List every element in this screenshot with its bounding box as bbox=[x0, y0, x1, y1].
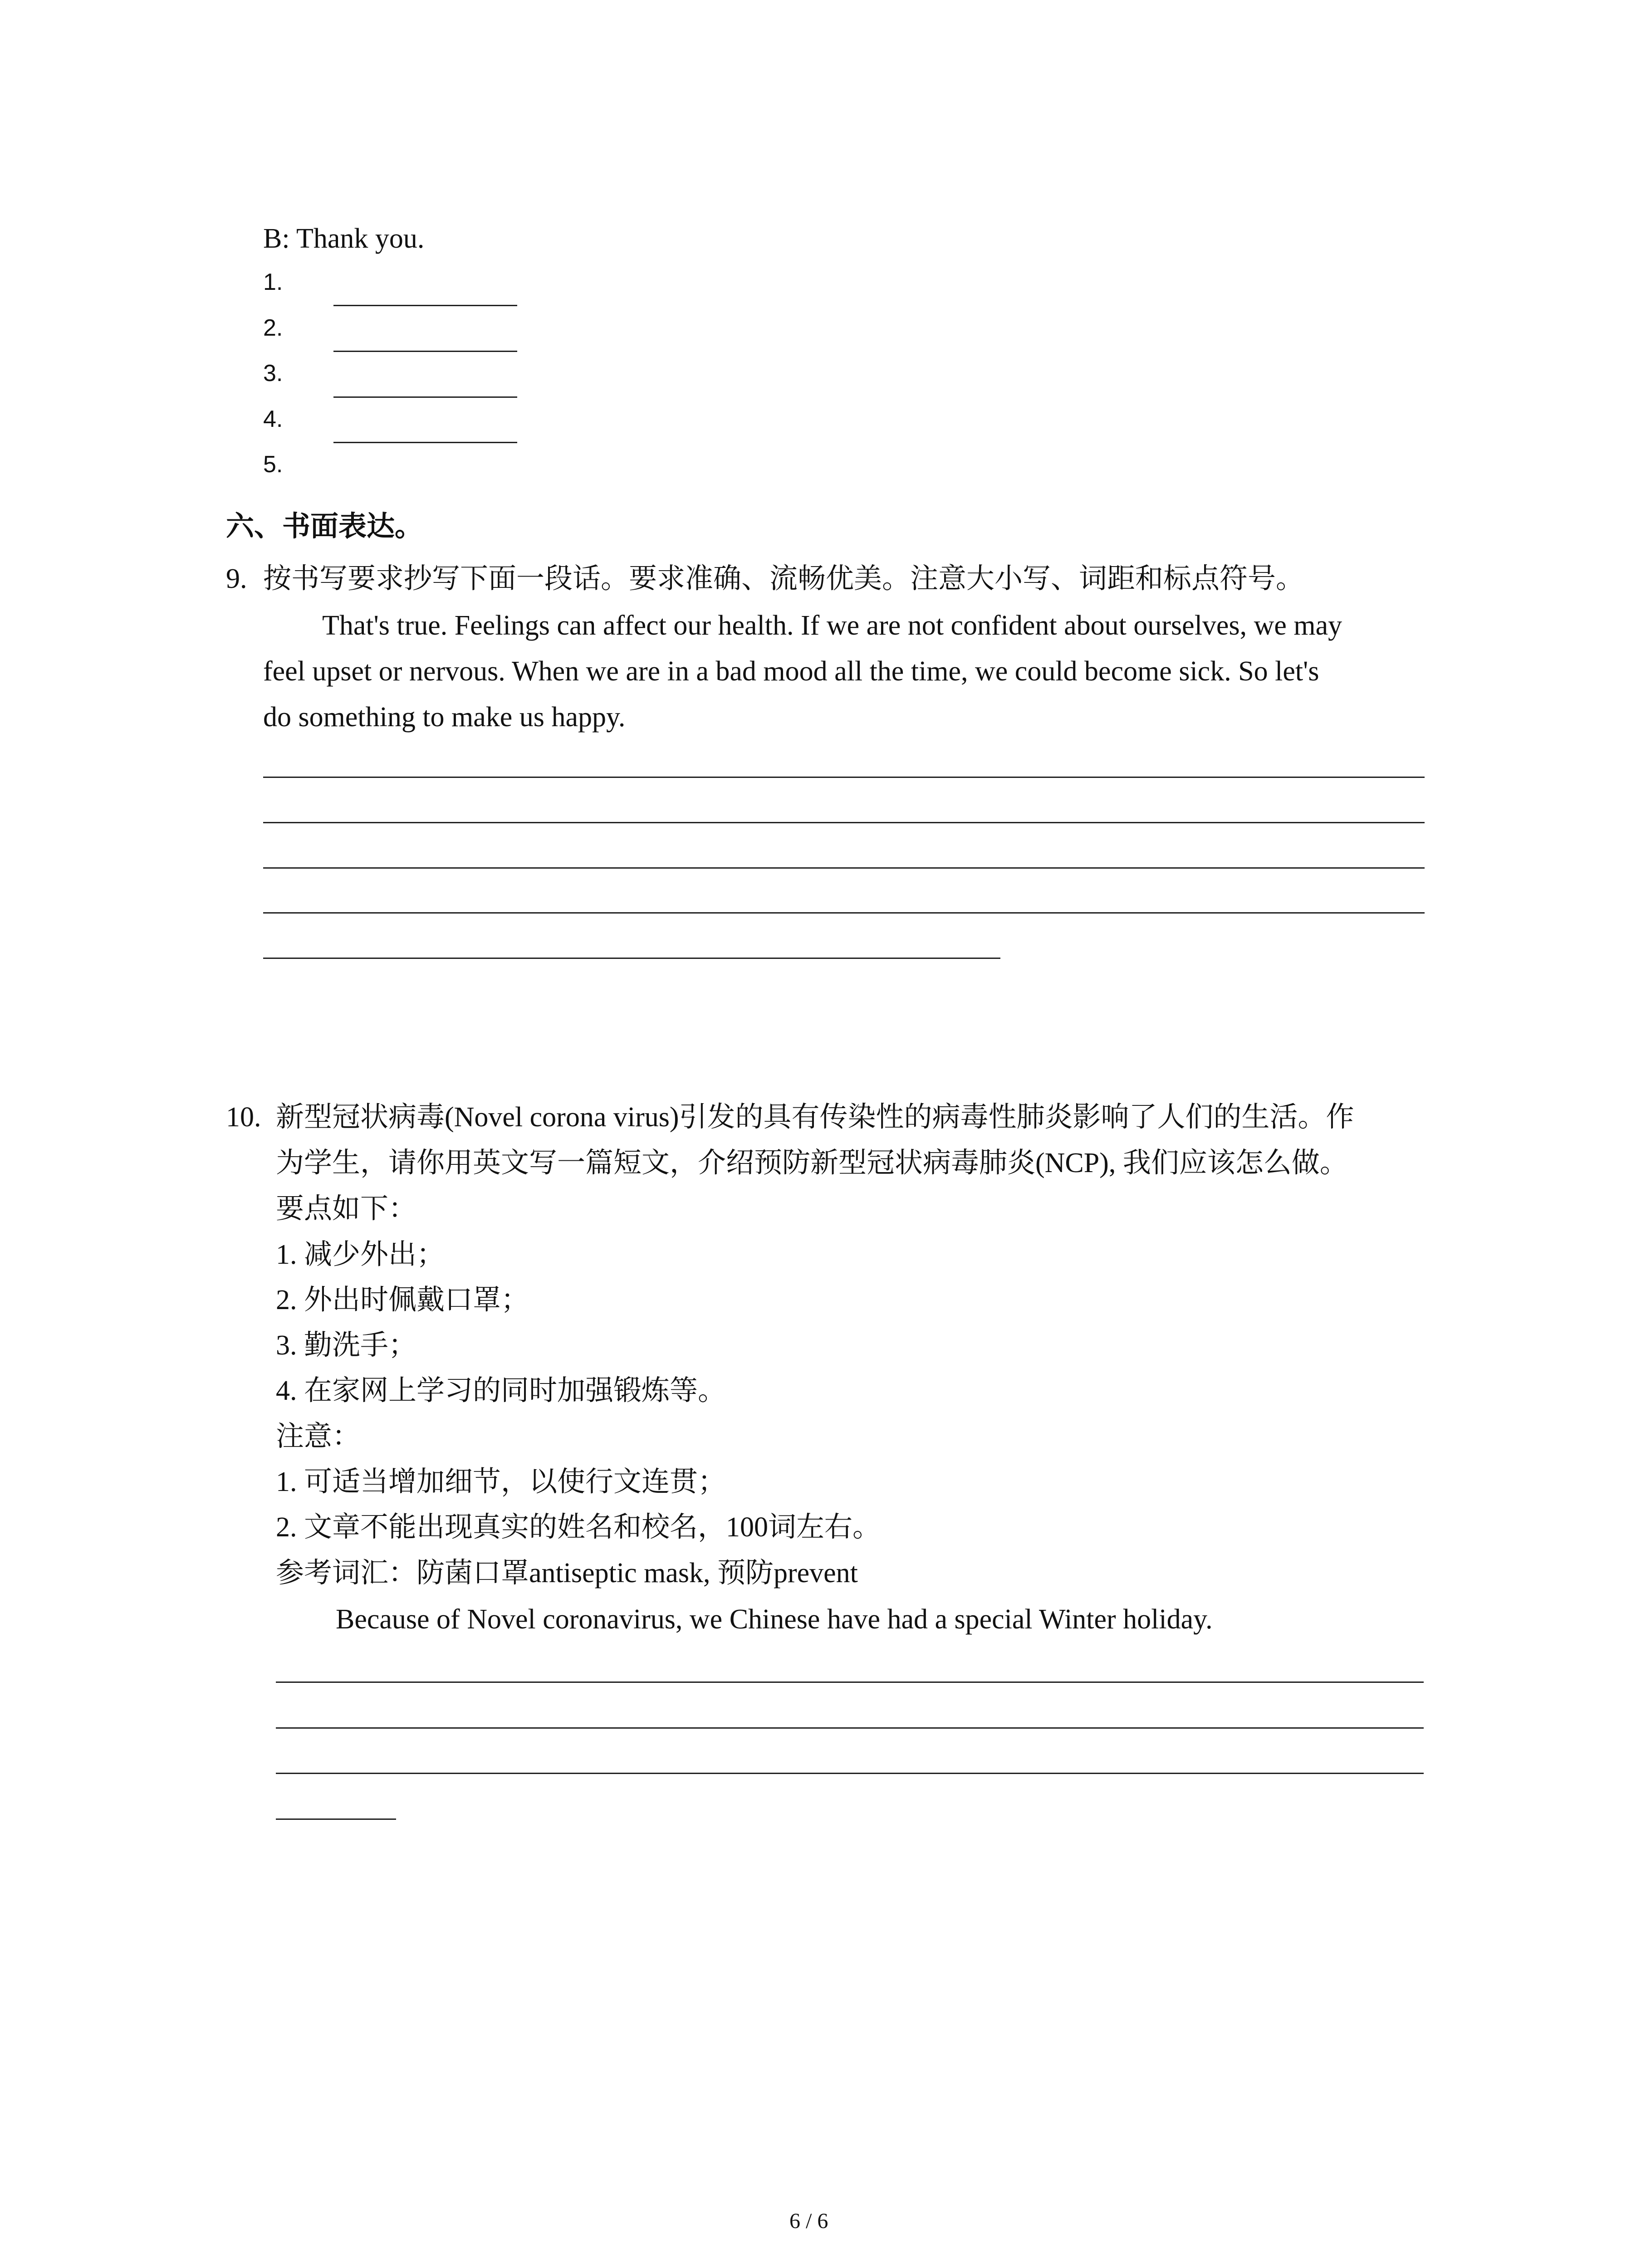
question-9-passage-line-3: do something to make us happy. bbox=[263, 702, 626, 733]
point-item-4: 4. 在家网上学习的同时加强锻炼等。 bbox=[276, 1375, 726, 1406]
writing-line-q9-1[interactable] bbox=[263, 777, 1425, 778]
point-item-2: 2. 外出时佩戴口罩； bbox=[276, 1285, 529, 1315]
points-label: 要点如下： bbox=[276, 1193, 417, 1224]
question-9-instruction: 按书写要求抄写下面一段话。要求准确、流畅优美。注意大小写、词距和标点符号。 bbox=[263, 563, 1304, 594]
answer-blank-3[interactable] bbox=[333, 396, 517, 398]
note-item-1: 1. 可适当增加细节，以使行文连贯； bbox=[276, 1466, 726, 1497]
writing-line-q9-4[interactable] bbox=[263, 912, 1425, 914]
answer-blank-2[interactable] bbox=[333, 351, 517, 352]
opening-sentence: Because of Novel coronavirus, we Chinese have had a special Winter holiday. bbox=[336, 1604, 1213, 1635]
section-title: 六、书面表达。 bbox=[226, 511, 423, 542]
page-number: 6 / 6 bbox=[789, 2209, 828, 2233]
question-10-prompt-line-2: 为学生，请你用英文写一篇短文，介绍预防新型冠状病毒肺炎(NCP), 我们应该怎么做。 bbox=[276, 1148, 1348, 1178]
question-9-passage-line-1: That's true. Feelings can affect our health. If we are not confident about ourselves, we may bbox=[322, 610, 1342, 641]
point-item-3: 3. 勤洗手； bbox=[276, 1330, 417, 1361]
writing-line-q10-4[interactable] bbox=[276, 1818, 396, 1820]
answer-blank-4[interactable] bbox=[333, 442, 517, 443]
writing-line-q10-2[interactable] bbox=[276, 1727, 1424, 1729]
answer-number-1: 1. bbox=[263, 269, 283, 295]
answer-number-5: 5. bbox=[263, 451, 283, 478]
answer-number-3: 3. bbox=[263, 360, 283, 386]
question-10-prompt-line-1: 新型冠状病毒(Novel corona virus)引发的具有传染性的病毒性肺炎影响了人们的生活。作 bbox=[276, 1102, 1354, 1133]
question-10-number: 10. bbox=[226, 1102, 261, 1133]
question-9-passage-line-2: feel upset or nervous. When we are in a bad mood all the time, we could become sick. So let's bbox=[263, 656, 1319, 687]
note-item-2: 2. 文章不能出现真实的姓名和校名，100词左右。 bbox=[276, 1512, 881, 1543]
dialog-line: B: Thank you. bbox=[263, 223, 425, 254]
answer-number-2: 2. bbox=[263, 315, 283, 341]
question-9-number: 9. bbox=[226, 563, 247, 594]
writing-line-q9-5[interactable] bbox=[263, 958, 1000, 959]
writing-line-q9-3[interactable] bbox=[263, 867, 1425, 869]
writing-line-q10-1[interactable] bbox=[276, 1681, 1424, 1683]
point-item-1: 1. 减少外出； bbox=[276, 1239, 445, 1270]
writing-line-q9-2[interactable] bbox=[263, 822, 1425, 823]
vocabulary-hint: 参考词汇：防菌口罩antiseptic mask, 预防prevent bbox=[276, 1558, 858, 1589]
answer-blank-1[interactable] bbox=[333, 305, 517, 306]
answer-number-4: 4. bbox=[263, 406, 283, 432]
notes-label: 注意： bbox=[276, 1421, 361, 1452]
writing-line-q10-3[interactable] bbox=[276, 1773, 1424, 1774]
